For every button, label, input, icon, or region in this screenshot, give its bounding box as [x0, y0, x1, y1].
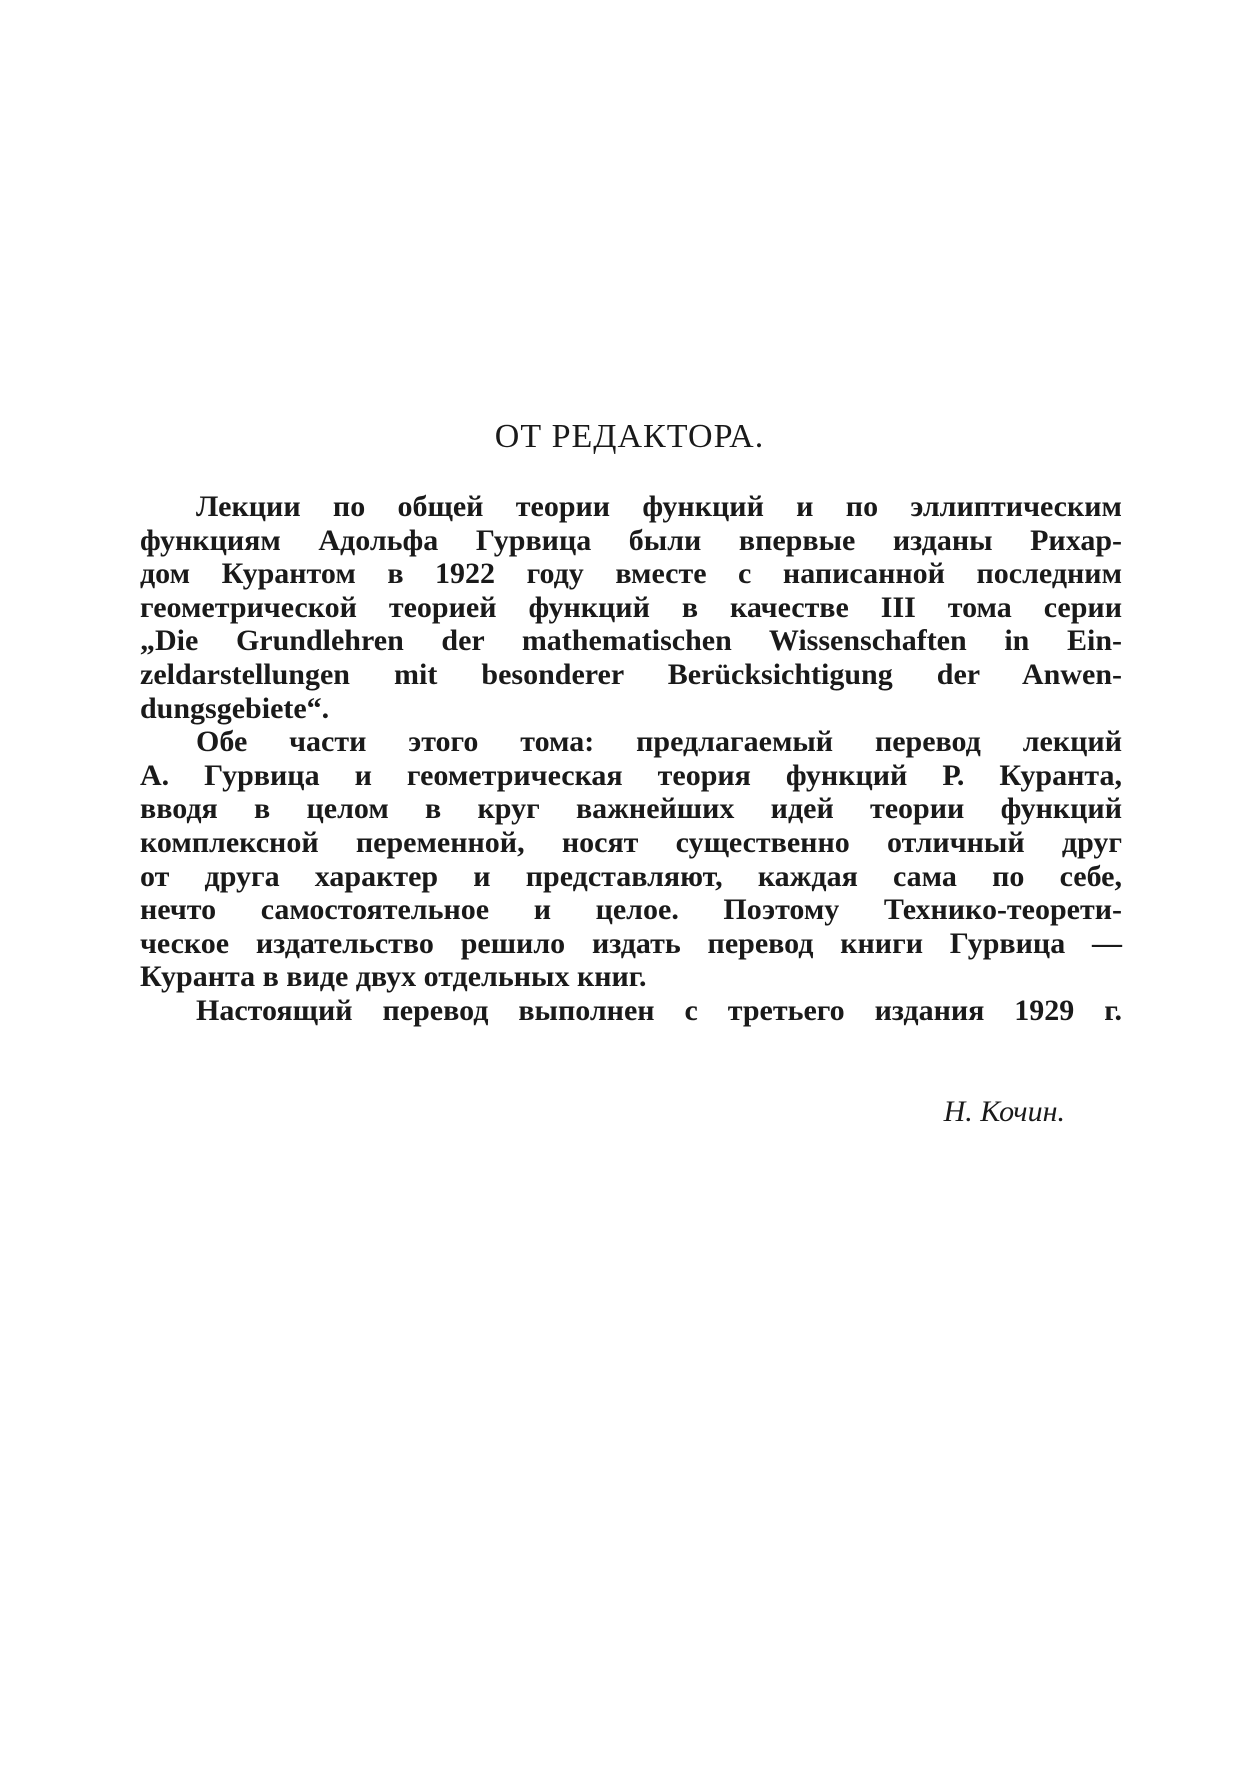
text-line: А. Гурвица и геометрическая теория функций Р. Куранта, — [140, 758, 1122, 792]
text-line: Лекции по общей теории функций и по эллиптическим — [196, 490, 1122, 523]
page-title: ОТ РЕДАКТОРА. — [494, 418, 765, 455]
text-line: от друга характер и представляют, каждая сама по себе, — [140, 859, 1122, 893]
editor-signature: Н. Кочин. — [943, 1095, 1065, 1128]
text-line: dungsgebiete“. — [140, 691, 330, 725]
text-line: комплексной переменной, носят существенно отличный друг — [140, 825, 1122, 859]
text-line: геометрической теорией функций в качестве III тома серии — [140, 590, 1122, 624]
text-line: функциям Адольфа Гурвица были впервые изданы Рихар- — [140, 523, 1122, 557]
text-line: нечто самостоятельное и целое. Поэтому Технико-теорети- — [140, 893, 1122, 927]
text-line: ческое издательство решило издать перевод книги Гурвица — — [140, 926, 1122, 960]
text-line: дом Курантом в 1922 году вместе с написанной последним — [140, 557, 1122, 591]
text-line: Настоящий перевод выполнен с третьего издания 1929 г. — [196, 993, 1122, 1027]
text-line: zeldarstellungen mit besonderer Berücksichtigung der Anwen- — [140, 657, 1122, 691]
body-text — [140, 490, 1122, 1028]
text-line: Обе части этого тома: предлагаемый перевод лекций — [196, 725, 1122, 759]
text-line: „Die Grundlehren der mathematischen Wissenschaften in Ein- — [140, 624, 1122, 658]
text-line: вводя в целом в круг важнейших идей теории функций — [140, 792, 1122, 826]
text-line: Куранта в виде двух отдельных книг. — [140, 960, 647, 994]
